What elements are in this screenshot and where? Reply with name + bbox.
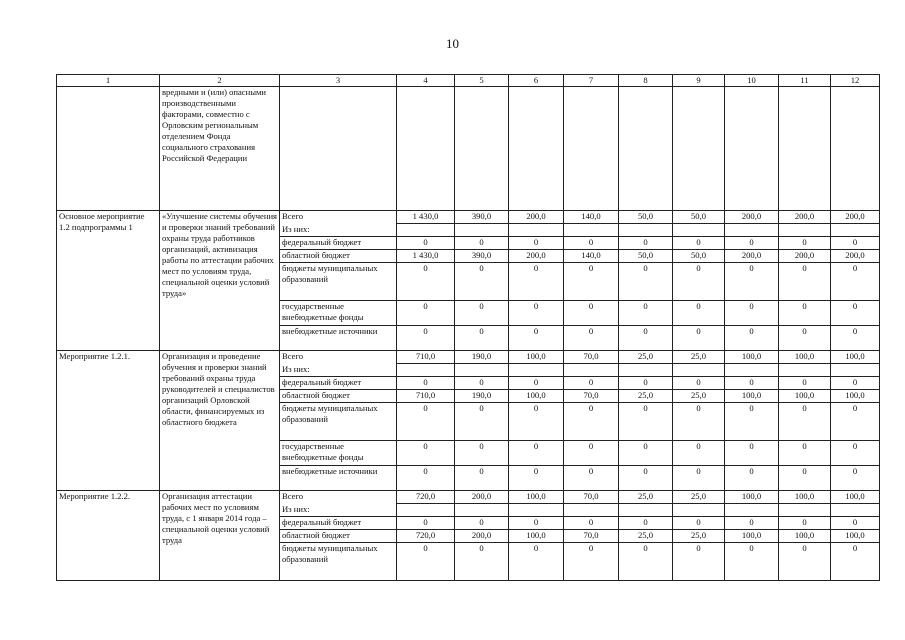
value-cell: 0 (619, 517, 673, 530)
value-cell: 200,0 (455, 530, 509, 543)
value-cell-empty (725, 364, 779, 377)
value-cell: 0 (831, 377, 880, 390)
value-cell: 0 (619, 263, 673, 301)
value-cell-empty (509, 364, 564, 377)
value-cell: 0 (564, 403, 619, 441)
value-cell: 0 (725, 263, 779, 301)
value-cell: 70,0 (564, 530, 619, 543)
cell-empty (564, 87, 619, 211)
value-cell: 0 (455, 517, 509, 530)
value-cell: 25,0 (619, 530, 673, 543)
value-cell: 0 (564, 263, 619, 301)
continuation-row (57, 87, 880, 211)
value-cell: 0 (725, 441, 779, 466)
value-cell: 0 (779, 466, 831, 491)
value-cell: 0 (725, 377, 779, 390)
column-header: 5 (455, 75, 509, 87)
measure-name: Организация аттестации рабочих мест по условиям труда, с 1 января 2014 года – специальной оценки условий труда (160, 491, 280, 581)
value-cell: 100,0 (509, 491, 564, 504)
value-cell: 0 (831, 403, 880, 441)
value-cell: 0 (397, 326, 455, 351)
value-cell: 200,0 (779, 211, 831, 224)
table-body (57, 75, 880, 581)
value-cell: 200,0 (455, 491, 509, 504)
value-cell: 200,0 (725, 211, 779, 224)
value-cell: 200,0 (831, 211, 880, 224)
value-cell: 70,0 (564, 390, 619, 403)
value-cell: 0 (397, 263, 455, 301)
measure-code: Мероприятие 1.2.2. (57, 491, 160, 581)
cell-empty (397, 87, 455, 211)
value-cell: 0 (397, 301, 455, 326)
value-cell: 710,0 (397, 351, 455, 364)
value-cell-empty (725, 504, 779, 517)
funding-source-label: федеральный бюджет (280, 517, 397, 530)
value-cell: 0 (831, 517, 880, 530)
value-cell: 0 (673, 301, 725, 326)
value-cell: 1 430,0 (397, 211, 455, 224)
value-cell: 0 (673, 403, 725, 441)
value-cell: 0 (397, 543, 455, 581)
value-cell: 100,0 (509, 530, 564, 543)
funding-source-label: бюджеты муниципальных образований (280, 403, 397, 441)
value-cell: 720,0 (397, 491, 455, 504)
value-cell: 0 (779, 543, 831, 581)
value-cell: 140,0 (564, 211, 619, 224)
value-cell: 25,0 (673, 491, 725, 504)
value-cell: 25,0 (619, 491, 673, 504)
value-cell: 50,0 (619, 211, 673, 224)
value-cell: 0 (564, 301, 619, 326)
value-cell: 0 (564, 517, 619, 530)
measure-code: Мероприятие 1.2.1. (57, 351, 160, 491)
value-cell: 0 (397, 377, 455, 390)
value-cell: 0 (509, 377, 564, 390)
funding-source-label: государственные внебюджетные фонды (280, 301, 397, 326)
value-cell: 0 (725, 326, 779, 351)
value-cell: 0 (673, 466, 725, 491)
value-cell: 70,0 (564, 351, 619, 364)
continuation-text: вредными и (или) опасными производственными факторами, совместно с Орловским региональным отделением Фонда социального страхования Российской Федерации (160, 87, 280, 211)
value-cell-empty (831, 364, 880, 377)
value-cell: 0 (455, 441, 509, 466)
column-header: 9 (673, 75, 725, 87)
funding-source-label: Всего (280, 351, 397, 364)
value-cell: 100,0 (725, 390, 779, 403)
funding-source-label: Всего (280, 491, 397, 504)
value-cell: 0 (397, 403, 455, 441)
value-cell: 190,0 (455, 390, 509, 403)
value-cell: 0 (725, 301, 779, 326)
value-cell: 0 (779, 326, 831, 351)
value-cell: 0 (779, 237, 831, 250)
value-cell: 0 (397, 466, 455, 491)
funding-source-label: бюджеты муниципальных образований (280, 543, 397, 581)
value-cell-empty (564, 224, 619, 237)
value-cell: 0 (564, 377, 619, 390)
value-cell: 0 (831, 543, 880, 581)
measure-code: Основное мероприятие 1.2 подпрограммы 1 (57, 211, 160, 351)
value-cell: 0 (831, 263, 880, 301)
funding-source-label: федеральный бюджет (280, 237, 397, 250)
value-cell: 0 (397, 517, 455, 530)
value-cell: 200,0 (725, 250, 779, 263)
value-cell: 25,0 (673, 390, 725, 403)
value-cell: 100,0 (779, 530, 831, 543)
value-cell-empty (509, 504, 564, 517)
value-cell: 50,0 (619, 250, 673, 263)
value-cell: 0 (831, 237, 880, 250)
value-cell: 0 (779, 377, 831, 390)
value-cell: 0 (619, 237, 673, 250)
column-header: 4 (397, 75, 455, 87)
value-cell: 100,0 (831, 530, 880, 543)
value-cell: 710,0 (397, 390, 455, 403)
value-cell: 0 (397, 237, 455, 250)
value-cell-empty (779, 504, 831, 517)
value-cell: 0 (564, 441, 619, 466)
value-cell-empty (564, 504, 619, 517)
value-cell: 0 (509, 441, 564, 466)
value-cell: 0 (397, 441, 455, 466)
value-cell: 0 (509, 326, 564, 351)
value-cell-empty (619, 364, 673, 377)
funding-source-label: Всего (280, 211, 397, 224)
value-cell: 0 (619, 403, 673, 441)
value-cell-empty (725, 224, 779, 237)
value-cell: 0 (673, 517, 725, 530)
value-cell-empty (779, 224, 831, 237)
value-cell: 0 (509, 543, 564, 581)
value-cell: 0 (619, 543, 673, 581)
value-cell: 140,0 (564, 250, 619, 263)
value-cell-empty (673, 224, 725, 237)
value-cell: 0 (673, 543, 725, 581)
value-cell: 100,0 (725, 491, 779, 504)
value-cell: 0 (509, 517, 564, 530)
column-header: 12 (831, 75, 880, 87)
value-cell: 390,0 (455, 211, 509, 224)
table-row (57, 211, 880, 224)
value-cell: 0 (509, 301, 564, 326)
value-cell: 720,0 (397, 530, 455, 543)
value-cell: 100,0 (779, 491, 831, 504)
value-cell: 0 (455, 237, 509, 250)
column-header: 2 (160, 75, 280, 87)
value-cell: 0 (673, 237, 725, 250)
value-cell: 0 (509, 237, 564, 250)
value-cell-empty (509, 224, 564, 237)
column-header: 1 (57, 75, 160, 87)
value-cell: 200,0 (779, 250, 831, 263)
cell-empty (57, 87, 160, 211)
value-cell: 0 (564, 466, 619, 491)
value-cell: 190,0 (455, 351, 509, 364)
value-cell: 0 (725, 403, 779, 441)
value-cell: 0 (619, 326, 673, 351)
value-cell: 0 (725, 237, 779, 250)
table-row (57, 351, 880, 364)
value-cell: 0 (779, 517, 831, 530)
value-cell: 100,0 (725, 351, 779, 364)
funding-source-label: Из них: (280, 364, 397, 377)
funding-source-label: внебюджетные источники (280, 326, 397, 351)
cell-empty (831, 87, 880, 211)
value-cell: 25,0 (673, 351, 725, 364)
value-cell: 0 (619, 466, 673, 491)
funding-source-label: Из них: (280, 504, 397, 517)
cell-empty (280, 87, 397, 211)
value-cell: 100,0 (509, 351, 564, 364)
value-cell: 0 (455, 466, 509, 491)
value-cell-empty (779, 364, 831, 377)
value-cell: 0 (455, 301, 509, 326)
value-cell-empty (455, 224, 509, 237)
cell-empty (725, 87, 779, 211)
value-cell: 0 (619, 301, 673, 326)
value-cell: 100,0 (509, 390, 564, 403)
page-number: 10 (446, 36, 459, 51)
column-header: 11 (779, 75, 831, 87)
funding-source-label: федеральный бюджет (280, 377, 397, 390)
value-cell: 50,0 (673, 211, 725, 224)
value-cell: 0 (509, 403, 564, 441)
value-cell: 390,0 (455, 250, 509, 263)
value-cell: 100,0 (831, 351, 880, 364)
value-cell-empty (831, 504, 880, 517)
value-cell-empty (831, 224, 880, 237)
funding-source-label: Из них: (280, 224, 397, 237)
value-cell: 0 (831, 441, 880, 466)
value-cell: 70,0 (564, 491, 619, 504)
value-cell: 0 (564, 543, 619, 581)
cell-empty (673, 87, 725, 211)
value-cell-empty (397, 504, 455, 517)
value-cell-empty (619, 224, 673, 237)
table-row (57, 491, 880, 504)
value-cell: 0 (619, 441, 673, 466)
cell-empty (779, 87, 831, 211)
funding-source-label: государственные внебюджетные фонды (280, 441, 397, 466)
value-cell: 0 (509, 263, 564, 301)
funding-source-label: областной бюджет (280, 390, 397, 403)
value-cell: 100,0 (725, 530, 779, 543)
funding-source-label: областной бюджет (280, 250, 397, 263)
value-cell: 0 (564, 326, 619, 351)
value-cell: 0 (725, 517, 779, 530)
value-cell: 0 (831, 326, 880, 351)
value-cell: 0 (455, 377, 509, 390)
header-row (57, 75, 880, 87)
value-cell: 0 (673, 263, 725, 301)
measure-name: «Улучшение системы обучения и проверки знаний требований охраны труда работников организаций, активизация работы по аттестации рабочих мест по условиям труда, специальной оценки условий труда» (160, 211, 280, 351)
funding-source-label: внебюджетные источники (280, 466, 397, 491)
value-cell: 200,0 (509, 211, 564, 224)
value-cell-empty (619, 504, 673, 517)
value-cell: 0 (779, 301, 831, 326)
value-cell: 100,0 (831, 390, 880, 403)
value-cell-empty (673, 364, 725, 377)
value-cell: 0 (725, 543, 779, 581)
value-cell: 0 (455, 326, 509, 351)
value-cell: 0 (455, 403, 509, 441)
value-cell-empty (673, 504, 725, 517)
value-cell: 0 (673, 441, 725, 466)
cell-empty (619, 87, 673, 211)
value-cell: 0 (673, 377, 725, 390)
column-header: 7 (564, 75, 619, 87)
value-cell: 25,0 (619, 390, 673, 403)
value-cell: 200,0 (509, 250, 564, 263)
value-cell: 0 (831, 466, 880, 491)
value-cell: 100,0 (831, 491, 880, 504)
value-cell: 0 (564, 237, 619, 250)
column-header: 3 (280, 75, 397, 87)
value-cell: 0 (725, 466, 779, 491)
funding-source-label: бюджеты муниципальных образований (280, 263, 397, 301)
value-cell: 1 430,0 (397, 250, 455, 263)
value-cell: 0 (673, 326, 725, 351)
funding-source-label: областной бюджет (280, 530, 397, 543)
measure-name: Организация и проведение обучения и проверки знаний требований охраны труда руководителей и специалистов организаций Орловской области, финансируемых из областного бюджета (160, 351, 280, 491)
column-header: 10 (725, 75, 779, 87)
cell-empty (509, 87, 564, 211)
value-cell-empty (455, 364, 509, 377)
value-cell-empty (397, 224, 455, 237)
value-cell: 0 (619, 377, 673, 390)
value-cell: 0 (455, 263, 509, 301)
value-cell: 100,0 (779, 351, 831, 364)
value-cell: 50,0 (673, 250, 725, 263)
value-cell-empty (455, 504, 509, 517)
value-cell: 100,0 (779, 390, 831, 403)
value-cell: 0 (779, 441, 831, 466)
value-cell: 0 (779, 263, 831, 301)
value-cell: 0 (831, 301, 880, 326)
column-header: 8 (619, 75, 673, 87)
value-cell: 25,0 (619, 351, 673, 364)
column-header: 6 (509, 75, 564, 87)
value-cell: 0 (779, 403, 831, 441)
value-cell: 0 (455, 543, 509, 581)
value-cell-empty (564, 364, 619, 377)
budget-table (56, 74, 880, 581)
value-cell: 200,0 (831, 250, 880, 263)
value-cell: 0 (509, 466, 564, 491)
value-cell-empty (397, 364, 455, 377)
cell-empty (455, 87, 509, 211)
value-cell: 25,0 (673, 530, 725, 543)
